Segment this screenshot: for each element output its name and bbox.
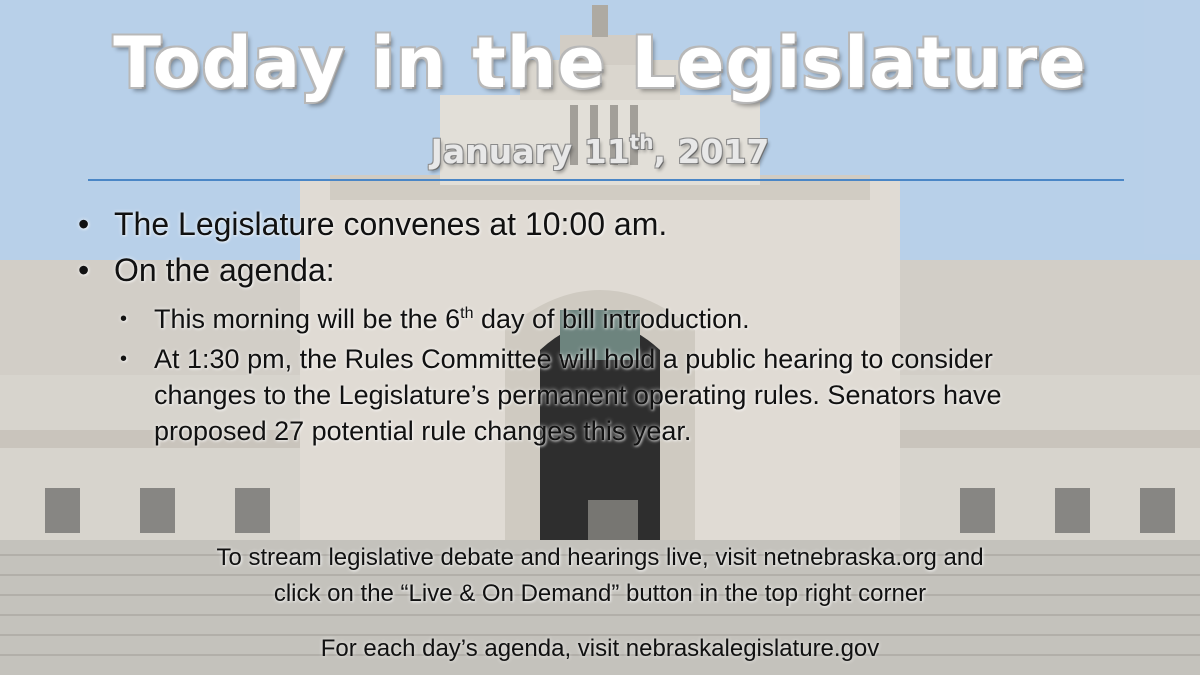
sub-bullet-dot: • — [120, 308, 128, 330]
slide-date — [0, 130, 1200, 171]
date-month-day: January 11 — [430, 132, 630, 171]
agenda-website-note: For each day’s agenda, visit nebraskalegislature.gov — [320, 635, 880, 662]
sub1-before: This morning will be the 6 — [154, 304, 461, 334]
sub-bullet-bill-introduction-text — [154, 301, 1074, 337]
sub-bullet-rules-hearing-text: At 1:30 pm, the Rules Committee will hold a public hearing to consider changes to the Legislature’s permanent operating rules. Senators have proposed 27 potential rule changes this year. — [154, 344, 1002, 446]
title-divider — [88, 179, 1124, 181]
slide-title: Today in the Legislature — [113, 22, 1087, 104]
stream-line-1: To stream legislative debate and hearings live, visit netnebraska.org and — [216, 544, 984, 571]
bullet-dot: • — [78, 206, 90, 242]
stream-line-2: click on the “Live & On Demand” button in the top right corner — [273, 580, 927, 607]
sub1-after: day of bill introduction. — [473, 304, 750, 334]
date-year: , 2017 — [653, 132, 770, 171]
bullet-dot: • — [78, 252, 90, 288]
bullet-agenda-text: On the agenda: — [114, 252, 335, 288]
stream-instructions — [0, 540, 1200, 612]
sub1-ordinal-suffix: th — [460, 305, 474, 322]
sub-bullet-dot: • — [120, 348, 128, 370]
date-ordinal-suffix: th — [629, 130, 654, 154]
bullet-convenes-text: The Legislature convenes at 10:00 am. — [114, 206, 668, 242]
